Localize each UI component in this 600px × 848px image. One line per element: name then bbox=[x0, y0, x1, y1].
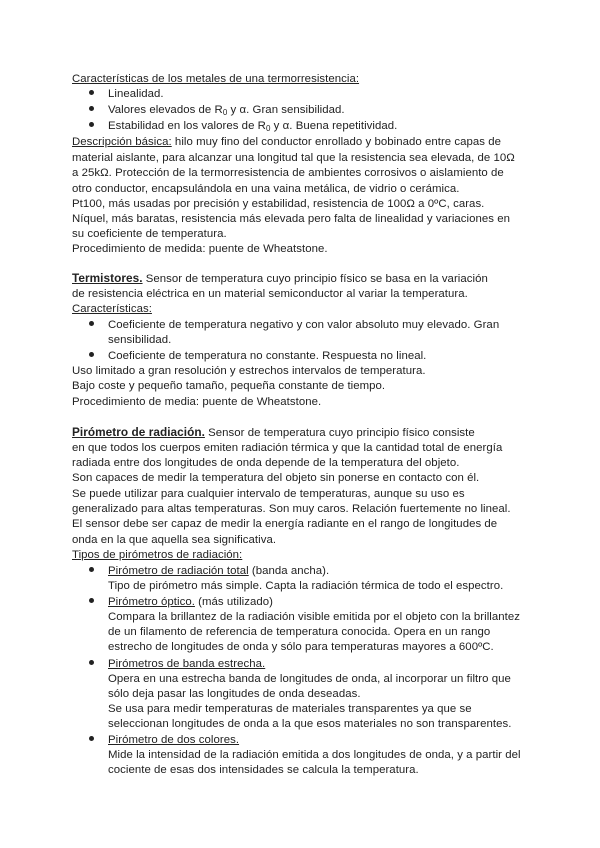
rtd-text-line: otro conductor, encapsulándola en una vaina metálica, de vidrio o cerámica. bbox=[72, 183, 460, 195]
thermistors-characteristics-label: Características: bbox=[72, 303, 152, 315]
pyrometer-text-line: Se puede utilizar para cualquier intervalo de temperaturas, aunque su uso es bbox=[72, 488, 465, 500]
rtd-description-line: Descripción básica: hilo muy fino del conductor enrollado y bobinado entre capas de bbox=[72, 136, 502, 148]
pyrometer-type-4 bbox=[108, 733, 239, 748]
pyrometer-text-line: generalizado para altas temperaturas. Son muy caros. Relación fuertemente no lineal. bbox=[72, 503, 511, 515]
bullet-icon bbox=[89, 106, 94, 111]
pyrometer-text-line: El sensor debe ser capaz de medir la energía radiante en el rango de longitudes de bbox=[72, 518, 498, 530]
thermistors-bullet-1-cont: sensibilidad. bbox=[108, 334, 172, 346]
pyrometer-title-line: Pirómetro de radiación. Sensor de temperatura cuyo principio físico consiste bbox=[72, 425, 475, 439]
thermistors-bullet-1: Coeficiente de temperatura negativo y con valor absoluto muy elevado. Gran bbox=[108, 319, 500, 331]
bullet-icon bbox=[89, 598, 94, 603]
pyrometer-type-name: Pirómetro de radiación total bbox=[108, 565, 249, 577]
rtd-text-line: Procedimiento de medida: puente de Wheatstone. bbox=[72, 243, 328, 255]
bullet-icon bbox=[89, 352, 94, 357]
rtd-bullet-1: Linealidad. bbox=[108, 88, 164, 100]
pyrometer-type-desc: de un filamento de referencia de temperatura conocida. Opera en un rango bbox=[108, 626, 491, 638]
pyrometer-type-desc: Tipo de pirómetro más simple. Capta la radiación térmica de todo el espectro. bbox=[108, 580, 504, 592]
thermistors-bullet-2: Coeficiente de temperatura no constante. Respuesta no lineal. bbox=[108, 350, 427, 362]
rtd-description-label: Descripción básica: bbox=[72, 136, 172, 148]
thermistors-text-line: Procedimiento de media: puente de Wheatstone. bbox=[72, 396, 322, 408]
pyrometer-type-desc: cociente de esas dos intensidades se calcula la temperatura. bbox=[108, 764, 419, 776]
bullet-icon bbox=[89, 567, 94, 572]
pyrometer-type-2: Pirómetro óptico. (más utilizado) bbox=[108, 596, 273, 608]
rtd-text-line: Pt100, más usadas por precisión y estabilidad, resistencia de 100Ω a 0ºC, caras. bbox=[72, 198, 485, 210]
pyrometer-type-desc: Mide la intensidad de la radiación emitida a dos longitudes de onda, y a partir del bbox=[108, 749, 521, 761]
rtd-text-line: a 25kΩ. Protección de la termorresistencia de ambientes corrosivos o aislamiento de bbox=[72, 167, 504, 179]
pyrometer-type-3 bbox=[108, 657, 265, 672]
pyrometer-title: Pirómetro de radiación. bbox=[72, 425, 205, 439]
pyrometer-text-line: onda en la que aquella sea significativa. bbox=[72, 534, 277, 546]
pyrometer-text-line: Son capaces de medir la temperatura del objeto sin ponerse en contacto con él. bbox=[72, 472, 480, 484]
thermistors-title: Termistores. bbox=[72, 271, 143, 285]
pyrometer-type-name: Pirómetro óptico. bbox=[108, 596, 195, 608]
rtd-text-line: material aislante, para alcanzar una longitud tal que la resistencia sea elevada, de 10Ω bbox=[72, 152, 515, 164]
pyrometer-type-desc: seleccionan longitudes de onda a la que esos materiales no son transparentes. bbox=[108, 718, 512, 730]
bullet-icon bbox=[89, 90, 94, 95]
pyrometer-type-desc: estrecho de longitudes de onda y sólo para temperaturas mayores a 600ºC. bbox=[108, 641, 494, 653]
pyrometer-text-line: radiada entre dos longitudes de onda depende de la temperatura del objeto. bbox=[72, 457, 460, 469]
rtd-heading: Características de los metales de una termorresistencia: bbox=[72, 73, 360, 85]
bullet-icon bbox=[89, 660, 94, 665]
thermistors-title-line: Termistores. Sensor de temperatura cuyo principio físico se basa en la variación bbox=[72, 271, 488, 285]
thermistors-text-line: de resistencia eléctrica en un material semiconductor al variar la temperatura. bbox=[72, 288, 468, 300]
bullet-icon bbox=[89, 321, 94, 326]
bullet-icon bbox=[89, 736, 94, 741]
pyrometer-types-label: Tipos de pirómetros de radiación: bbox=[72, 549, 243, 561]
pyrometer-type-desc: Opera en una estrecha banda de longitudes de onda, al incorporar un filtro que bbox=[108, 673, 511, 685]
rtd-bullet-2: Valores elevados de $R_0$ y α. Gran sensibilidad. bbox=[108, 104, 345, 117]
pyrometer-type-desc: sólo deja pasar las longitudes de onda deseadas. bbox=[108, 688, 361, 700]
pyrometer-type-desc: Compara la brillantez de la radiación visible emitida por el objeto con la brillantez bbox=[108, 611, 520, 623]
pyrometer-type-1: Pirómetro de radiación total (banda ancha). bbox=[108, 565, 330, 577]
pyrometer-type-name: Pirómetros de banda estrecha. bbox=[108, 658, 266, 670]
bullet-icon bbox=[89, 122, 94, 127]
thermistors-text-line: Bajo coste y pequeño tamaño, pequeña constante de tiempo. bbox=[72, 380, 386, 392]
rtd-bullet-3: Estabilidad en los valores de $R_0$ y α. Buena repetitividad. bbox=[108, 120, 398, 133]
pyrometer-type-name: Pirómetro de dos colores. bbox=[108, 734, 240, 746]
rtd-text-line: Níquel, más baratas, resistencia más elevada pero falta de linealidad y variaciones en bbox=[72, 213, 511, 225]
rtd-text-line: su coeficiente de temperatura. bbox=[72, 228, 227, 240]
pyrometer-type-desc: Se usa para medir temperaturas de materiales transparentes ya que se bbox=[108, 703, 472, 715]
pyrometer-text-line: en que todos los cuerpos emiten radiación térmica y que la cantidad total de energía bbox=[72, 442, 503, 454]
thermistors-text-line: Uso limitado a gran resolución y estrechos intervalos de temperatura. bbox=[72, 365, 426, 377]
